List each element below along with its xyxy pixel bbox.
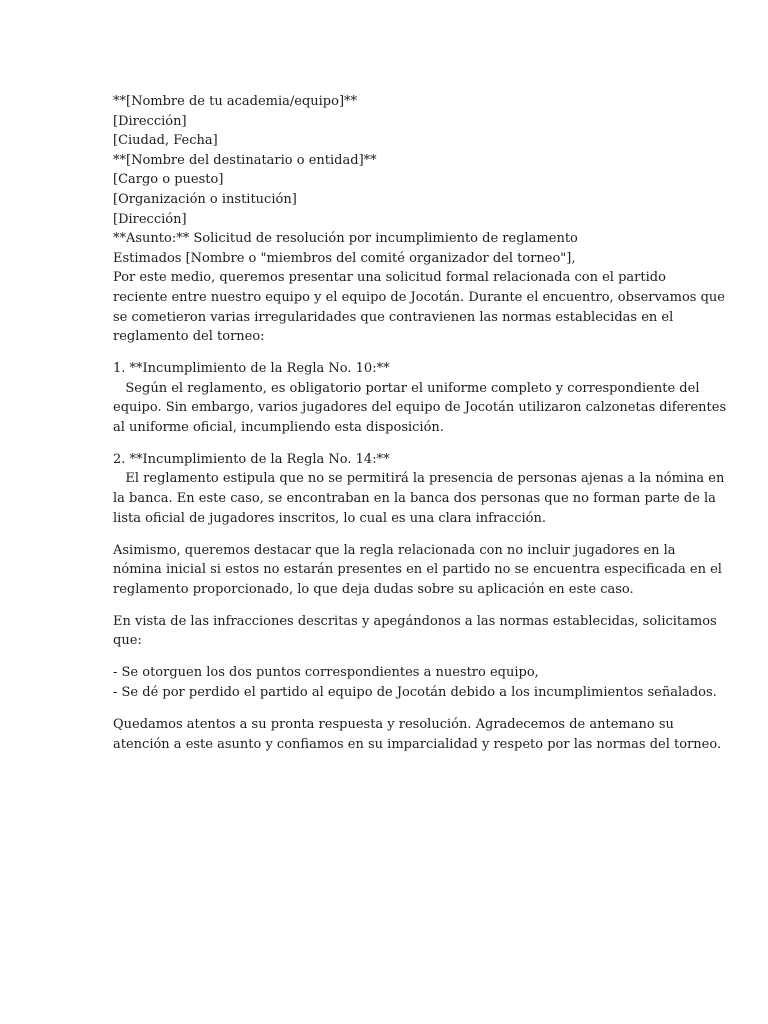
closing-line: atención a este asunto y confiamos en su imparcialidad y respeto por las normas del torneo. [113, 736, 722, 752]
sender-name: **[Nombre de tu academia/equipo]** [113, 94, 358, 109]
rule-10-body-line: Según el reglamento, es obligatorio portar el uniforme completo y correspondiente del [113, 380, 700, 396]
additional-paragraph [113, 541, 722, 600]
rule-14-body-line: la banca. En este caso, se encontraban en la banca dos personas que no forman parte de la [113, 491, 716, 507]
recipient-organization: [Organización o institución] [113, 191, 297, 207]
sender-city-date: [Ciudad, Fecha] [113, 133, 218, 149]
additional-line: Asimismo, queremos destacar que la regla relacionada con no incluir jugadores en la [113, 542, 676, 558]
requests-list [113, 663, 717, 702]
request-item: - Se otorguen los dos puntos correspondientes a nuestro equipo, [113, 665, 539, 681]
intro-paragraph [113, 268, 725, 346]
recipient-position: [Cargo o puesto] [113, 172, 224, 188]
recipient-name: **[Nombre del destinatario o entidad]** [113, 152, 377, 168]
subject-line: **Asunto:** Solicitud de resolución por incumplimiento de reglamento [113, 231, 578, 247]
rule-10-item [113, 359, 727, 437]
closing-line: Quedamos atentos a su pronta respuesta y resolución. Agradecemos de antemano su [113, 716, 674, 732]
rule-14-heading: 2. **Incumplimiento de la Regla No. 14:** [113, 451, 390, 467]
intro-line: se cometieron varias irregularidades que contravienen las normas establecidas en el [113, 309, 674, 325]
rule-10-heading: 1. **Incumplimiento de la Regla No. 10:** [113, 361, 390, 377]
request-intro-line: En vista de las infracciones descritas y apegándonos a las normas establecidas, solicitamos [113, 613, 717, 629]
additional-line: nómina inicial si estos no estarán presentes en el partido no se encuentra especificada en el [113, 562, 722, 578]
recipient-address: [Dirección] [113, 211, 187, 227]
rule-10-body-line: al uniforme oficial, incumpliendo esta disposición. [113, 419, 444, 435]
intro-line: reglamento del torneo: [113, 329, 265, 345]
intro-line: reciente entre nuestro equipo y el equipo de Jocotán. Durante el encuentro, observamos que [113, 289, 725, 305]
rule-10-body-line: equipo. Sin embargo, varios jugadores del equipo de Jocotán utilizaron calzonetas diferentes [113, 400, 727, 416]
intro-line: Por este medio, queremos presentar una solicitud formal relacionada con el partido [113, 270, 666, 286]
request-item: - Se dé por perdido el partido al equipo de Jocotán debido a los incumplimientos señalados. [113, 684, 717, 700]
additional-line: reglamento proporcionado, lo que deja dudas sobre su aplicación en este caso. [113, 581, 634, 597]
closing-paragraph [113, 715, 722, 754]
sender-address: [Dirección] [113, 113, 187, 129]
greeting: Estimados [Nombre o "miembros del comité organizador del torneo"], [113, 250, 576, 266]
rule-14-item [113, 450, 725, 528]
rule-14-body-line: lista oficial de jugadores inscritos, lo cual es una clara infracción. [113, 510, 546, 526]
request-intro-paragraph [113, 612, 717, 651]
request-intro-line: que: [113, 633, 142, 649]
rule-14-body-line: El reglamento estipula que no se permitirá la presencia de personas ajenas a la nómina en [113, 471, 725, 487]
